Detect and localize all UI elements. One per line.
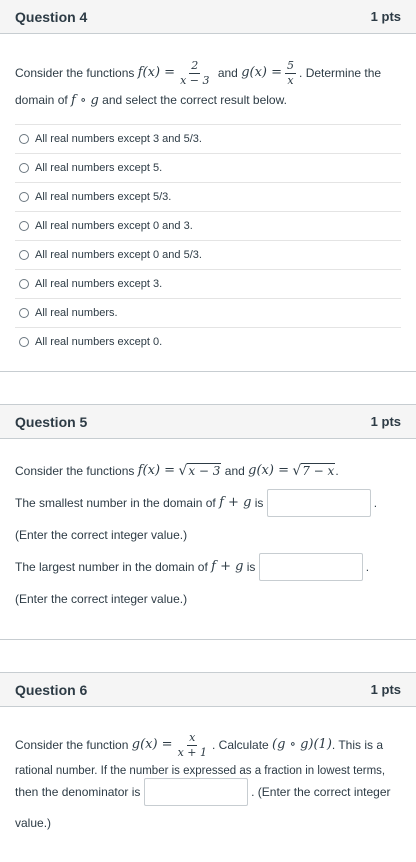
radio-button[interactable]	[19, 221, 29, 231]
post-text: . This is a	[331, 738, 384, 752]
line2-pre: domain of	[15, 93, 68, 107]
f-sqrt: √ x − 3	[178, 463, 221, 479]
answer-label: All real numbers except 5.	[35, 162, 163, 174]
radio-button[interactable]	[19, 134, 29, 144]
is-text: is	[254, 496, 264, 510]
composition: f ∘ g	[71, 93, 99, 108]
sum-expr: f + g	[211, 559, 244, 574]
radio-button[interactable]	[19, 279, 29, 289]
answer-label: All real numbers except 0 and 5/3.	[35, 249, 202, 261]
answer-label: All real numbers except 0.	[35, 336, 163, 348]
smallest-answer-input[interactable]	[267, 489, 371, 517]
question-6-header	[0, 673, 416, 707]
g-numerator: 5	[287, 58, 295, 72]
question-5-title: Question 5	[15, 413, 88, 430]
radio-button[interactable]	[19, 337, 29, 347]
prompt-text: Consider the functions	[15, 66, 135, 80]
answer-label: All real numbers except 3 and 5/3.	[35, 133, 202, 145]
dot: .	[373, 496, 378, 510]
answer-option[interactable]	[15, 298, 401, 327]
largest-row	[15, 553, 369, 581]
line3-post: . (Enter the correct integer	[251, 785, 391, 799]
question-4-prompt	[15, 56, 405, 111]
calc-text: . Calculate	[212, 738, 269, 752]
answer-label: All real numbers except 5/3.	[35, 191, 172, 203]
answer-option[interactable]	[15, 327, 401, 356]
and-text: and	[217, 66, 238, 80]
prompt-text: Consider the functions	[15, 464, 135, 478]
g-label: g(x) =	[131, 737, 173, 752]
radio-button[interactable]	[19, 192, 29, 202]
answer-option[interactable]	[15, 124, 401, 153]
question-6-points: 1 pts	[370, 682, 401, 697]
line3-pre: then the denominator is	[15, 785, 141, 799]
question-5-card	[0, 404, 416, 640]
question-4-card	[0, 0, 416, 372]
f-label: f(x) =	[137, 65, 176, 80]
answer-label: All real numbers except 3.	[35, 278, 163, 290]
dot: .	[365, 560, 370, 574]
g-sqrt: √ 7 − x	[292, 463, 335, 479]
g-denominator: x + 1	[177, 745, 207, 759]
answer-option[interactable]	[15, 211, 401, 240]
g-numerator: x	[189, 730, 196, 744]
answer-option[interactable]	[15, 269, 401, 298]
question-5-prompt	[15, 461, 339, 481]
denominator-answer-input[interactable]	[144, 778, 248, 806]
g-denominator: x	[287, 73, 294, 87]
question-6-line3	[15, 777, 391, 807]
question-6-card	[0, 672, 416, 862]
question-5-header	[0, 405, 416, 439]
question-6-line2: rational number. If the number is expressed as a fraction in lowest terms,	[15, 765, 386, 777]
radio-button[interactable]	[19, 163, 29, 173]
f-radicand: x − 3	[188, 464, 221, 478]
radio-button[interactable]	[19, 308, 29, 318]
answer-option[interactable]	[15, 182, 401, 211]
answer-label: All real numbers.	[35, 307, 118, 319]
pre-text: Consider the function	[15, 738, 129, 752]
g-label: g(x) =	[248, 463, 289, 478]
g-radicand: 7 − x	[302, 464, 335, 478]
question-6-line4: value.)	[15, 816, 52, 830]
f-label: f(x) =	[137, 463, 176, 478]
answer-option[interactable]	[15, 153, 401, 182]
answer-label: All real numbers except 0 and 3.	[35, 220, 193, 232]
smallest-text: The smallest number in the domain of	[15, 496, 216, 510]
is-text: is	[246, 560, 256, 574]
f-denominator: x − 3	[180, 73, 210, 87]
g-fraction	[285, 59, 296, 88]
composition-expr: (g ∘ g)(1)	[272, 737, 332, 752]
answer-option[interactable]	[15, 240, 401, 269]
largest-text: The largest number in the domain of	[15, 560, 208, 574]
question-4-title: Question 4	[15, 8, 88, 25]
hint-1: (Enter the correct integer value.)	[15, 528, 188, 542]
sum-expr: f + g	[219, 495, 252, 510]
question-6-line1	[15, 727, 383, 763]
period: .	[335, 464, 339, 478]
largest-answer-input[interactable]	[259, 553, 363, 581]
question-4-answers	[15, 124, 401, 356]
g-label: g(x) =	[241, 65, 283, 80]
radio-button[interactable]	[19, 250, 29, 260]
prompt-post: . Determine the	[299, 66, 382, 80]
question-4-points: 1 pts	[370, 9, 401, 24]
g-fraction	[176, 731, 209, 760]
question-5-points: 1 pts	[370, 414, 401, 429]
f-fraction	[178, 59, 211, 88]
smallest-row	[15, 489, 377, 517]
question-6-title: Question 6	[15, 681, 88, 698]
and-text: and	[224, 464, 245, 478]
hint-2: (Enter the correct integer value.)	[15, 592, 188, 606]
question-4-header	[0, 0, 416, 34]
f-numerator: 2	[191, 58, 199, 72]
line2-post: and select the correct result below.	[102, 93, 287, 107]
